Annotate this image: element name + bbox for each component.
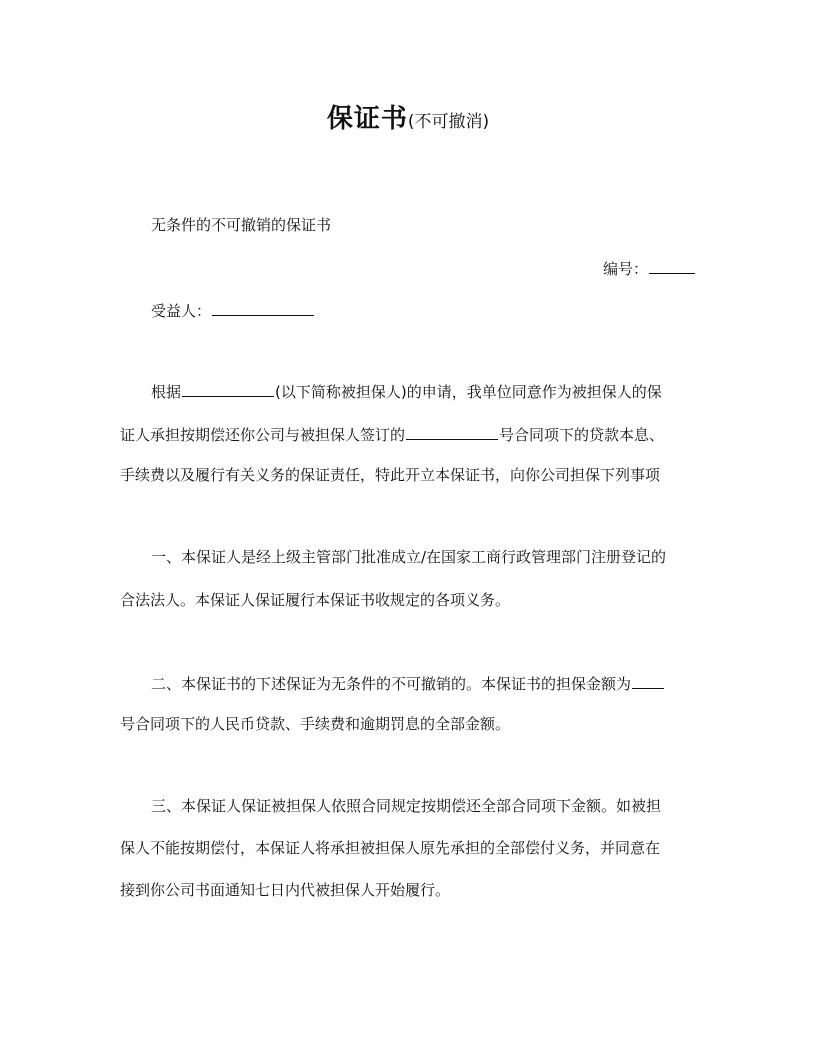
para4-line1: 三、本保证人保证被担保人依照合同规定按期偿还全部合同项下金额。如被担 [151,797,662,815]
beneficiary-label: 受益人： [151,302,212,320]
para4-line2: 保人不能按期偿付，本保证人将承担被担保人原先承担的全部偿付义务，并同意在 [120,839,661,857]
beneficiary-line [151,299,315,321]
para2-line1: 一、本保证人是经上级主管部门批准成立/在国家工商行政管理部门注册登记的 [151,548,667,566]
para1-line2 [120,423,664,445]
contract-number-blank [406,423,498,440]
para1-line2-end: 号合同项下的贷款本息、 [499,426,665,444]
para3-line2: 号合同项下的人民币贷款、手续费和逾期罚息的全部金额。 [120,715,511,733]
amount-blank [632,672,664,689]
para1-line3: 手续费以及履行有关义务的保证责任，特此开立本保证书，向你公司担保下列事项 [120,466,661,484]
para3-line1-text: 二、本保证书的下述保证为无条件的不可撤销的。本保证书的担保金额为 [151,675,632,693]
para1-line1-end: (以下简称被担保人)的申请，我单位同意作为被担保人的保 [275,383,662,401]
document-title [0,98,816,135]
intro-line: 无条件的不可撤销的保证书 [151,216,332,234]
number-line [603,257,696,279]
para3-line1 [151,672,665,694]
number-blank [649,257,695,274]
para1-line1 [151,380,662,402]
beneficiary-blank [212,299,314,316]
para1-line2-start: 证人承担按期偿还你公司与被担保人签订的 [120,426,406,444]
para2-line2: 合法法人。本保证人保证履行本保证书收规定的各项义务。 [120,591,511,609]
applicant-blank [182,380,274,397]
title-suffix: (不可撤消) [407,112,490,132]
para4-line3: 接到你公司书面通知七日内代被担保人开始履行。 [120,881,451,899]
number-label: 编号： [602,260,648,278]
para1-line1-start: 根据 [151,383,182,401]
title-main: 保证书 [326,104,408,134]
